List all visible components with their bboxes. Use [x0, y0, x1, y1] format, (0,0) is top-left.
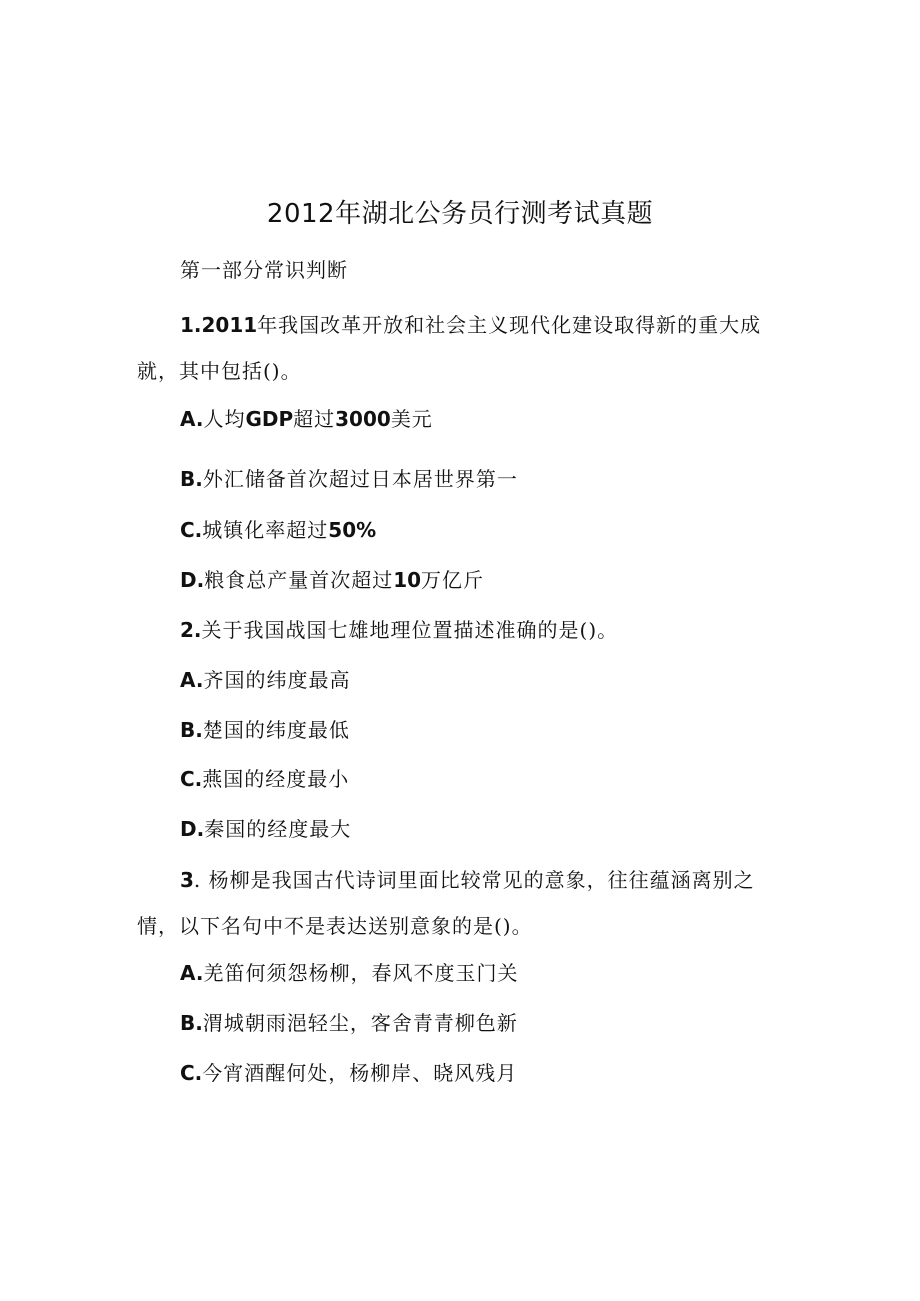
q2-option-d: [180, 815, 351, 843]
option-text: 楚国的纬度最低: [202, 718, 350, 742]
q1-option-a: [180, 405, 433, 433]
question-3: [137, 857, 777, 949]
question-1-number: 1.2011: [180, 313, 258, 337]
question-1-text: 年我国改革开放和社会主义现代化建设取得新的重大成就，其中包括()。: [137, 313, 762, 383]
option-letter: A.: [180, 668, 204, 692]
option-letter: C.: [180, 518, 203, 542]
q2-option-a: [180, 666, 350, 694]
option-letter: D.: [180, 568, 205, 592]
option-text: 50%: [328, 518, 377, 542]
option-text: 羌笛何须怨杨柳，春风不度玉门关: [203, 961, 519, 985]
option-text: 万亿斤: [421, 568, 485, 592]
option-letter: B.: [180, 467, 203, 491]
q3-option-c: [180, 1059, 517, 1087]
option-text: 渭城朝雨浥轻尘，客舍青青柳色新: [202, 1011, 518, 1035]
section-heading: 第一部分常识判断: [180, 258, 348, 282]
page-title: 2012年湖北公务员行测考试真题: [266, 199, 654, 229]
option-text: 美元: [390, 407, 433, 431]
q2-option-b: [180, 716, 350, 744]
q3-option-a: [180, 959, 518, 987]
option-text: 人均: [203, 407, 246, 431]
q3-option-b: [180, 1009, 518, 1037]
option-text: 外汇储备首次超过日本居世界第一: [202, 467, 518, 491]
option-text: GDP: [245, 407, 294, 431]
option-letter: B.: [180, 718, 203, 742]
question-1: [137, 302, 777, 394]
option-text: 齐国的纬度最高: [203, 668, 351, 692]
question-3-number: 3: [180, 868, 194, 892]
q1-option-d: [180, 566, 484, 594]
q1-option-b: [180, 465, 518, 493]
question-2: [180, 616, 618, 644]
question-2-number: 2.: [180, 618, 202, 642]
question-2-text: 关于我国战国七雄地理位置描述准确的是()。: [201, 618, 619, 642]
option-letter: A.: [180, 407, 204, 431]
option-letter: A.: [180, 961, 204, 985]
option-text: 今宵酒醒何处，杨柳岸、晓风残月: [202, 1061, 518, 1085]
option-text: 秦国的经度最大: [204, 817, 352, 841]
option-text: 城镇化率超过: [202, 518, 329, 542]
option-letter: C.: [180, 1061, 203, 1085]
option-text: 燕国的经度最小: [202, 767, 350, 791]
option-letter: C.: [180, 767, 203, 791]
option-text: 超过: [293, 407, 336, 431]
option-letter: D.: [180, 817, 205, 841]
q2-option-c: [180, 765, 349, 793]
option-text: 10: [393, 568, 422, 592]
option-letter: B.: [180, 1011, 203, 1035]
question-3-text: . 杨柳是我国古代诗词里面比较常见的意象，往往蕴涵离别之情，以下名句中不是表达送别意象的是()。: [137, 868, 755, 938]
option-text: 3000: [335, 407, 391, 431]
option-text: 粮食总产量首次超过: [204, 568, 394, 592]
q1-option-c: [180, 516, 376, 544]
